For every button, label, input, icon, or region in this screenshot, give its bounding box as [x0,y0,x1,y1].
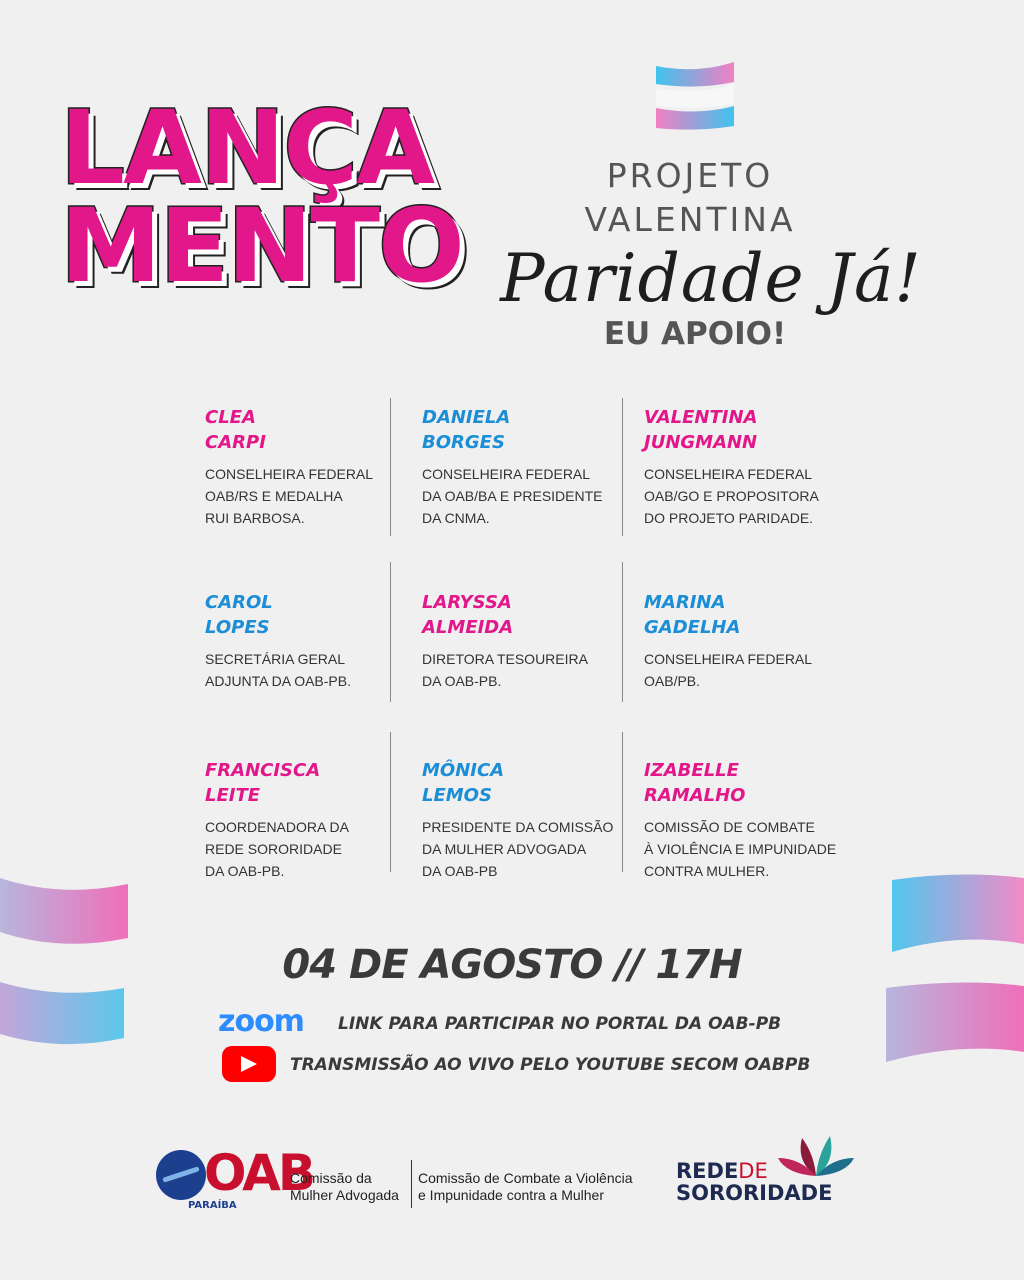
speaker-card [205,405,425,529]
speaker-description [205,816,425,882]
project-script-title: Paridade Já! [500,240,922,317]
speaker-description-line: CONSELHEIRA FEDERAL [205,466,374,482]
divider [622,732,623,872]
speaker-first-name: FRANCISCA [205,760,321,781]
lotus-icon [776,1132,856,1180]
speaker-first-name: CAROL [205,592,273,613]
speaker-card [205,590,425,692]
youtube-icon [222,1046,276,1082]
speaker-description [205,648,425,692]
title-line-2: MENTO [60,187,463,306]
rede-text: REDE [676,1159,739,1183]
speaker-last-name: ALMEIDA [422,617,514,638]
divider [622,562,623,702]
speaker-description-line: CONSELHEIRA FEDERAL [644,466,813,482]
commission-1 [290,1170,399,1204]
speaker-last-name: LOPES [205,617,270,638]
speaker-description-line: OAB/RS E MEDALHA [205,488,343,504]
speaker-first-name: MARINA [644,592,726,613]
commission-2 [418,1170,633,1204]
divider [390,562,391,702]
speaker-description [422,648,642,692]
divider [390,732,391,872]
speaker-description-line: DA CNMA. [422,510,490,526]
speaker-card [644,405,864,529]
speaker-first-name: DANIELA [422,407,511,428]
divider [390,398,391,536]
speaker-description [644,648,864,692]
youtube-stream-text[interactable]: TRANSMISSÃO AO VIVO PELO YOUTUBE SECOM OABPB [290,1055,811,1075]
speaker-first-name: MÔNICA [422,760,505,781]
speaker-description-line: OAB/GO E PROPOSITORA [644,488,819,504]
speaker-description [644,463,864,529]
speaker-description-line: SECRETÁRIA GERAL [205,651,346,667]
speaker-last-name: CARPI [205,432,266,453]
speaker-description-line: DA OAB-PB. [422,673,502,689]
speaker-card [422,758,642,882]
speaker-first-name: VALENTINA [644,407,758,428]
commission-1-line-2: Mulher Advogada [290,1187,399,1203]
project-line-1: PROJETO [606,156,774,195]
speaker-last-name: LEMOS [422,785,492,806]
speaker-description-line: DA OAB-PB. [205,863,285,879]
speaker-description [422,463,642,529]
speaker-description-line: ADJUNTA DA OAB-PB. [205,673,351,689]
title-line-1: LANÇA [60,89,434,208]
zoom-link-text[interactable]: LINK PARA PARTICIPAR NO PORTAL DA OAB-PB [338,1014,782,1034]
speaker-description-line: DA OAB/BA E PRESIDENTE [422,488,603,504]
zoom-logo: zoom [218,1004,304,1039]
oab-logo: OAB [204,1144,313,1202]
speaker-card [422,405,642,529]
speaker-last-name: JUNGMANN [644,432,758,453]
commission-2-line-1: Comissão de Combate a Violência [418,1170,633,1186]
speaker-description-line: PRESIDENTE DA COMISSÃO [422,819,614,835]
speaker-description-line: CONSELHEIRA FEDERAL [644,651,813,667]
speaker-description-line: RUI BARBOSA. [205,510,305,526]
speaker-description-line: À VIOLÊNCIA E IMPUNIDADE [644,841,837,857]
trans-flag-icon [652,60,742,134]
speaker-last-name: LEITE [205,785,261,806]
speaker-description-line: CONSELHEIRA FEDERAL [422,466,591,482]
speaker-description [422,816,642,882]
speaker-card [205,758,425,882]
event-date: 04 DE AGOSTO // 17H [282,942,742,988]
speaker-first-name: LARYSSA [422,592,512,613]
speaker-description-line: DA OAB-PB [422,863,498,879]
sororidade-text: SORORIDADE [676,1181,833,1205]
speaker-card [644,758,864,882]
speaker-last-name: RAMALHO [644,785,746,806]
speaker-card [422,590,642,692]
speaker-last-name: GADELHA [644,617,741,638]
speaker-description-line: DO PROJETO PARIDADE. [644,510,814,526]
speaker-description-line: REDE SORORIDADE [205,841,342,857]
speaker-description-line: DIRETORA TESOUREIRA [422,651,588,667]
commission-1-line-1: Comissão da [290,1170,372,1186]
speaker-description-line: COMISSÃO DE COMBATE [644,819,815,835]
speaker-last-name: BORGES [422,432,505,453]
rede-de-text: DE [738,1159,768,1183]
speaker-description-line: COORDENADORA DA [205,819,349,835]
speaker-first-name: IZABELLE [644,760,739,781]
oab-globe-icon [156,1150,206,1200]
support-text: EU APOIO! [603,316,787,352]
footer-divider [411,1160,412,1208]
oab-subtitle: PARAÍBA [188,1200,237,1211]
speaker-description-line: OAB/PB. [644,673,701,689]
project-line-2: VALENTINA [584,200,796,239]
speaker-first-name: CLEA [205,407,256,428]
commission-2-line-2: e Impunidade contra a Mulher [418,1187,604,1203]
speaker-card [644,590,864,692]
speaker-description-line: CONTRA MULHER. [644,863,770,879]
speaker-description [644,816,864,882]
speaker-description-line: DA MULHER ADVOGADA [422,841,587,857]
divider [622,398,623,536]
speaker-description [205,463,425,529]
